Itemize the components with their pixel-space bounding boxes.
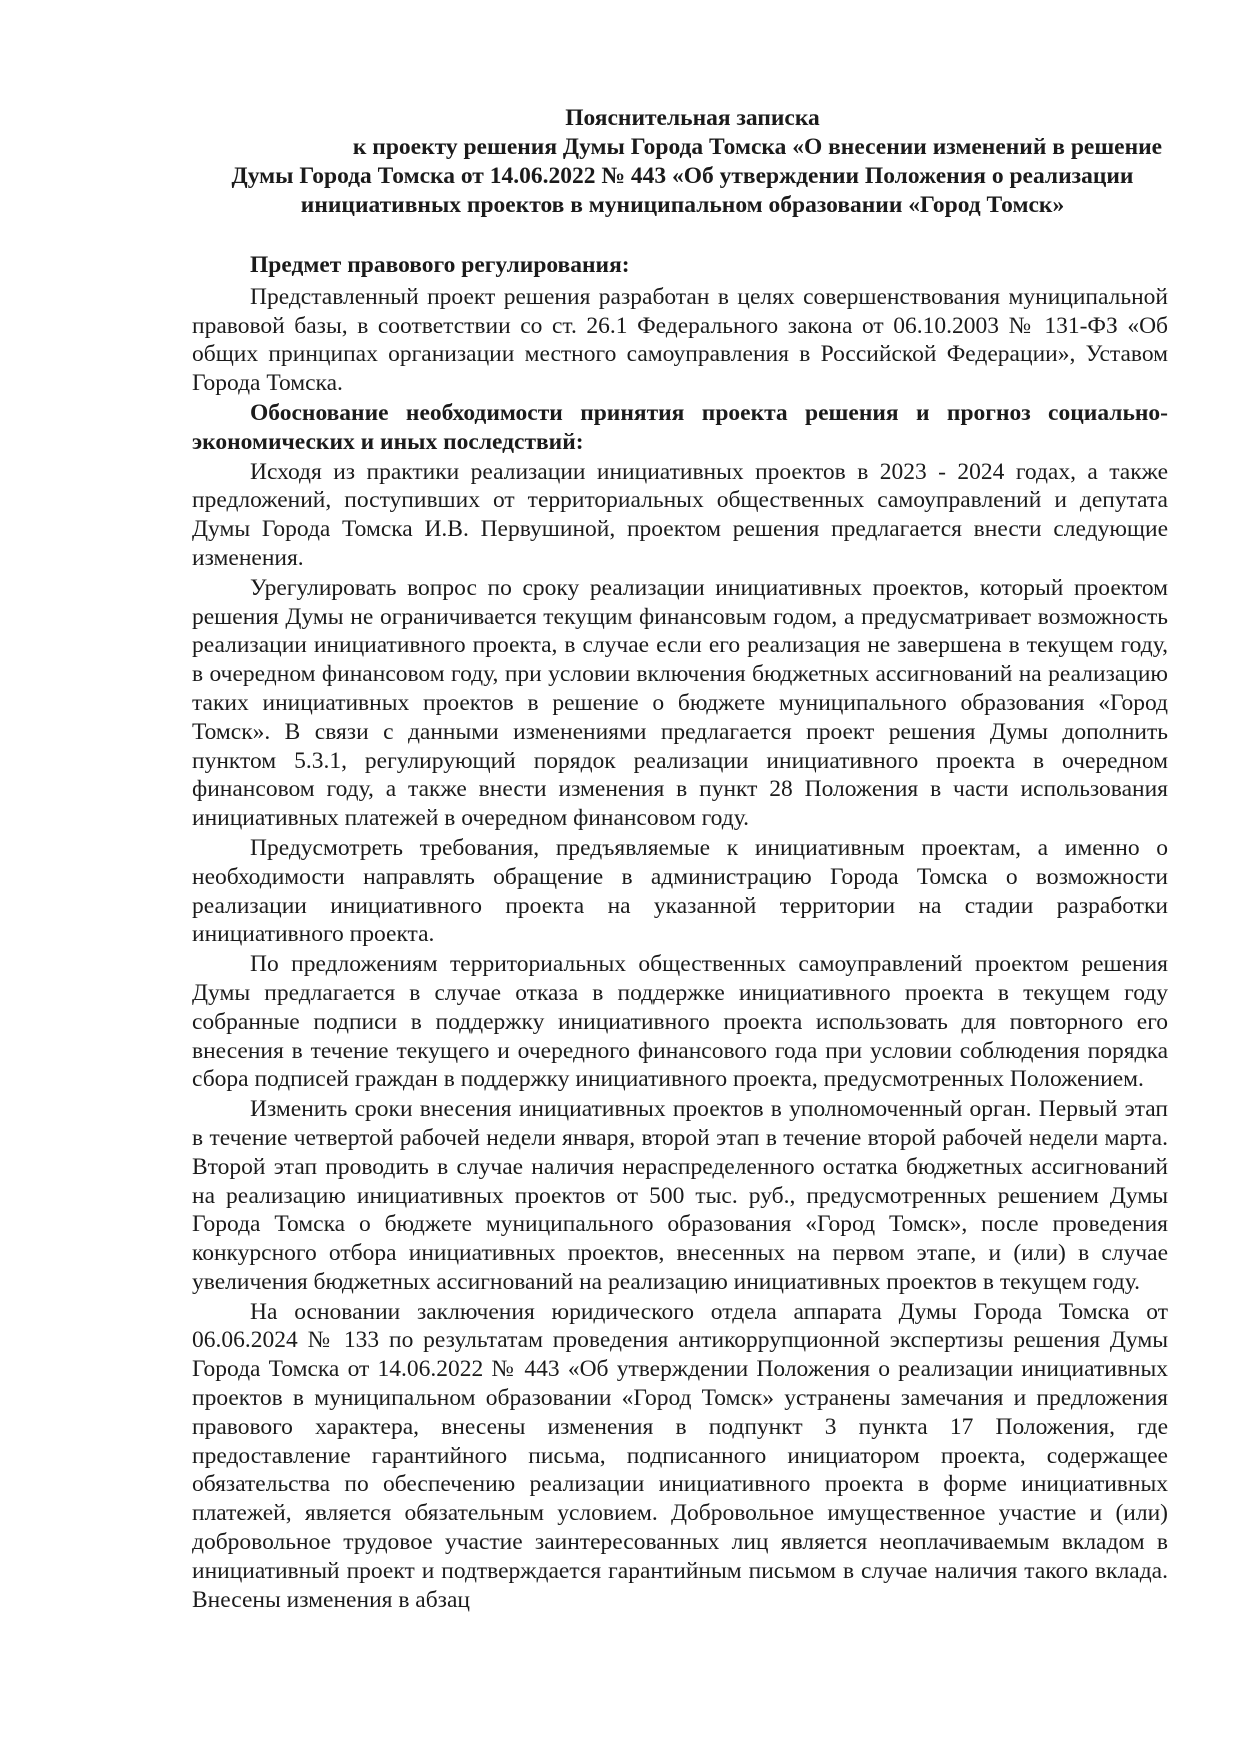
body-paragraph-6: На основании заключения юридического отдела аппарата Думы Города Томска от 06.06.2024 № 133 по результатам проведения антикоррупционной экспертизы решения Думы Города Томска от 14.06.2022 № 443 «Об утверждении Положения о реализации инициативных проектов в муниципальном образовании «Город Томск» устранены замечания и предложения правового характера, внесены изменения в подпункт 3 пункта 17 Положения, где предоставление гарантийного письма, подписанного инициатором проекта, содержащее обязательства по обеспечению реализации инициативного проекта в форме инициативных платежей, является обязательным условием. Добровольное имущественное участие и (или) добровольное трудовое участие заинтересованных лиц является неоплачиваемым вкладом в инициативный проект и подтверждается гарантийным письмом в случае наличия такого вклада. Внесены изменения в абзац: [192, 1298, 1168, 1613]
title-line-2: к проекту решения Думы Города Томска «О внесении изменений в решение: [352, 134, 1163, 160]
title-line-1: Пояснительная записка: [565, 105, 820, 131]
rationale-heading: Обоснование необходимости принятия проекта решения и прогноз социально-экономических и иных последствий:: [192, 399, 1168, 455]
subject-paragraph: Представленный проект решения разработан в целях совершенствования муниципальной правовой базы, в соответствии со ст. 26.1 Федерального закона от 06.10.2003 № 131-ФЗ «Об общих принципах организации местного самоуправления в Российской Федерации», Уставом Города Томска.: [192, 283, 1168, 397]
subject-heading: Предмет правового регулирования:: [250, 252, 630, 278]
body-paragraph-5: Изменить сроки внесения инициативных проектов в уполномоченный орган. Первый этап в течение четвертой рабочей недели января, второй этап в течение второй рабочей недели марта. Второй этап проводить в случае наличия нераспределенного остатка бюджетных ассигнований на реализацию инициативных проектов от 500 тыс. руб., предусмотренных решением Думы Города Томска о бюджете муниципального образования «Город Томск», после проведения конкурсного отбора инициативных проектов, внесенных на первом этапе, и (или) в случае увеличения бюджетных ассигнований на реализацию инициативных проектов в текущем году.: [192, 1096, 1168, 1295]
document-body: [192, 251, 1168, 1614]
title-line-4: инициативных проектов в муниципальном образовании «Город Томск»: [300, 192, 1065, 218]
title-line-3: Думы Города Томска от 14.06.2022 № 443 «Об утверждении Положения о реализации: [231, 163, 1134, 189]
body-paragraph-3: Предусмотреть требования, предъявляемые к инициативным проектам, а именно о необходимости направлять обращение в администрацию Города Томска о возможности реализации инициативного проекта на указанной территории на стадии разработки инициативного проекта.: [192, 834, 1168, 948]
body-paragraph-2: Урегулировать вопрос по сроку реализации инициативных проектов, который проектом решения Думы не ограничивается текущим финансовым годом, а предусматривает возможность реализации инициативного проекта, в случае если его реализация не завершена в текущем году, в очередном финансовом году, при условии включения бюджетных ассигнований на реализацию таких инициативных проектов в решение о бюджете муниципального образования «Город Томск». В связи с данными изменениями предлагается проект решения Думы дополнить пунктом 5.3.1, регулирующий порядок реализации инициативного проекта в очередном финансовом году, а также внести изменения в пункт 28 Положения в части использования инициативных платежей в очередном финансовом году.: [192, 574, 1168, 832]
body-paragraph-1: Исходя из практики реализации инициативных проектов в 2023 - 2024 годах, а также предложений, поступивших от территориальных общественных самоуправлений и депутата Думы Города Томска И.В. Первушиной, проектом решения предлагается внести следующие изменения.: [192, 458, 1168, 571]
document-title: [190, 104, 1175, 220]
body-paragraph-4: По предложениям территориальных общественных самоуправлений проектом решения Думы предлагается в случае отказа в поддержке инициативного проекта в текущем году собранные подписи в поддержку инициативного проекта использовать для повторного его внесения в течение текущего и очередного финансового года при условии соблюдения порядка сбора подписей граждан в поддержку инициативного проекта, предусмотренных Положением.: [192, 951, 1168, 1093]
